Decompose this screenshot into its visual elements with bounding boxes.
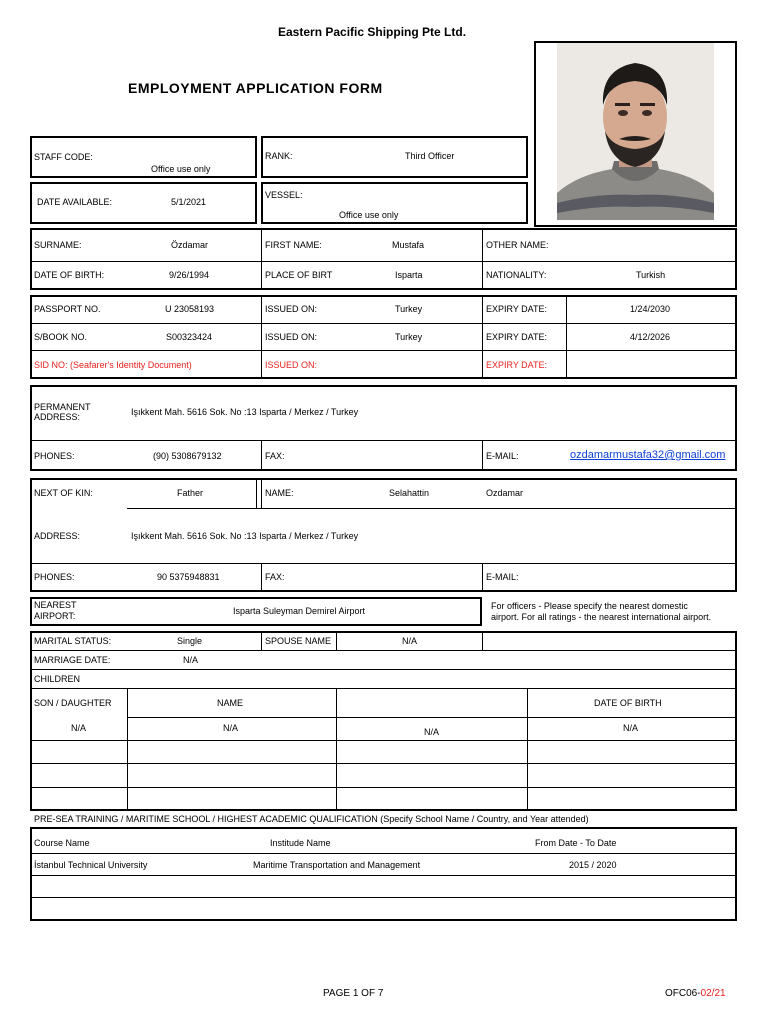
email-label: E-MAIL: (486, 451, 519, 461)
kin-last-name[interactable]: Ozdamar (486, 488, 524, 498)
divider (127, 717, 736, 718)
divider (127, 689, 128, 810)
dob-value[interactable]: 9/26/1994 (169, 270, 210, 280)
divider (482, 296, 483, 378)
divider (31, 853, 736, 854)
passport-issued-label: ISSUED ON: (265, 304, 318, 314)
divider (482, 632, 483, 650)
passport-issued-value[interactable]: Turkey (395, 304, 423, 314)
marriage-date-value[interactable]: N/A (183, 655, 199, 665)
next-of-kin-value[interactable]: Father (177, 488, 204, 498)
col-date-of-birth: DATE OF BIRTH (594, 698, 662, 708)
divider (261, 564, 262, 591)
divider (256, 479, 257, 508)
sbook-expiry-label: EXPIRY DATE: (486, 332, 548, 342)
rank-label: RANK: (265, 151, 293, 161)
divider (31, 897, 736, 898)
divider (527, 689, 528, 810)
fax-label: FAX: (265, 451, 285, 461)
page-number: PAGE 1 OF 7 (323, 988, 384, 999)
sid-issued-label: ISSUED ON: (265, 360, 318, 370)
course-name[interactable]: İstanbul Technical University (34, 860, 148, 870)
vessel-value[interactable]: Office use only (339, 210, 399, 220)
divider (261, 632, 262, 650)
col-name: NAME (217, 698, 244, 708)
sbook-label: S/BOOK NO. (34, 332, 88, 342)
divider (31, 875, 736, 876)
date-available-label: DATE AVAILABLE: (37, 197, 113, 207)
col-son-daughter: SON / DAUGHTER (34, 698, 112, 708)
children-label: CHILDREN (34, 674, 81, 684)
phones-label: PHONES: (34, 451, 75, 461)
nationality-label: NATIONALITY: (486, 270, 547, 280)
kin-email-label: E-MAIL: (486, 572, 519, 582)
staff-code-label: STAFF CODE: (34, 152, 93, 162)
child-other[interactable]: N/A (424, 727, 440, 737)
spouse-name-value[interactable]: N/A (402, 636, 418, 646)
airport-label: AIRPORT: (34, 611, 76, 621)
pob-label: PLACE OF BIRT (265, 270, 333, 280)
airport-note: For officers - Please specify the nearest domestic (491, 601, 688, 611)
sid-expiry-label: EXPIRY DATE: (486, 360, 548, 370)
kin-name-label: NAME: (265, 488, 294, 498)
divider (31, 323, 736, 324)
divider (31, 787, 736, 788)
kin-address-label: ADDRESS: (34, 531, 81, 541)
divider (31, 440, 736, 441)
child-name[interactable]: N/A (223, 723, 239, 733)
divider (261, 441, 262, 470)
education-section (30, 827, 737, 921)
col-course-name: Course Name (34, 838, 90, 848)
other-name-label: OTHER NAME: (486, 240, 549, 250)
sbook-value[interactable]: S00323424 (166, 332, 213, 342)
sid-label: SID NO: (Seafarer's Identity Document) (34, 360, 192, 370)
education-heading: PRE-SEA TRAINING / MARITIME SCHOOL / HIGHEST ACADEMIC QUALIFICATION (Specify School Name / Country, and Year attended) (34, 814, 589, 824)
form-revision: 02/21 (700, 988, 726, 999)
kin-phones-label: PHONES: (34, 572, 75, 582)
kin-first-name[interactable]: Selahattin (389, 488, 430, 498)
permanent-address-label: PERMANENT (34, 402, 91, 412)
divider (336, 689, 337, 810)
passport-label: PASSPORT NO. (34, 304, 101, 314)
institude-name[interactable]: Maritime Transportation and Management (253, 860, 421, 870)
kin-address-value[interactable]: Işıkkent Mah. 5616 Sok. No :13 Isparta / Merkez / Turkey (131, 531, 359, 541)
passport-expiry-label: EXPIRY DATE: (486, 304, 548, 314)
col-institude-name: Institude Name (270, 838, 331, 848)
nationality-value[interactable]: Turkish (636, 270, 666, 280)
marital-status-label: MARITAL STATUS: (34, 636, 112, 646)
divider (127, 508, 736, 509)
permanent-address-value[interactable]: Işıkkent Mah. 5616 Sok. No :13 Isparta / Merkez / Turkey (131, 407, 359, 417)
child-date-of-birth[interactable]: N/A (623, 723, 639, 733)
divider (31, 669, 736, 670)
permanent-address-label: ADDRESS: (34, 412, 81, 422)
rank-box (261, 136, 528, 178)
family-section (30, 631, 737, 811)
vessel-label: VESSEL: (265, 190, 303, 200)
staff-code-value[interactable]: Office use only (151, 164, 211, 174)
rank-value[interactable]: Third Officer (405, 151, 455, 161)
divider (336, 632, 337, 650)
divider (482, 441, 483, 470)
child-son-daughter[interactable]: N/A (71, 723, 87, 733)
divider (31, 740, 736, 741)
attendance-dates[interactable]: 2015 / 2020 (569, 860, 617, 870)
applicant-photo (557, 43, 714, 220)
first-name-value[interactable]: Mustafa (392, 240, 425, 250)
marriage-date-label: MARRIAGE DATE: (34, 655, 111, 665)
next-of-kin-label: NEXT OF KIN: (34, 488, 93, 498)
dob-label: DATE OF BIRTH: (34, 270, 105, 280)
divider (261, 479, 262, 508)
phones-value[interactable]: (90) 5308679132 (153, 451, 222, 461)
divider (261, 229, 262, 289)
divider (566, 296, 567, 378)
divider (482, 564, 483, 591)
col-dates: From Date - To Date (535, 838, 617, 848)
airport-note: airport. For all ratings - the nearest international airport. (491, 612, 712, 622)
divider (31, 261, 736, 262)
divider (261, 296, 262, 378)
first-name-label: FIRST NAME: (265, 240, 322, 250)
form-code-prefix: OFC06- (665, 988, 701, 999)
form-code (665, 988, 726, 999)
divider (31, 688, 736, 689)
date-available-value[interactable]: 5/1/2021 (171, 197, 207, 207)
marital-status-value[interactable]: Single (177, 636, 203, 646)
company-name: Eastern Pacific Shipping Pte Ltd. (278, 25, 467, 39)
airport-value[interactable]: Isparta Suleyman Demirel Airport (233, 606, 366, 616)
form-title: EMPLOYMENT APPLICATION FORM (128, 80, 383, 96)
divider (31, 350, 736, 351)
personal-section (30, 228, 737, 290)
sbook-expiry-value[interactable]: 4/12/2026 (630, 332, 671, 342)
email-value[interactable]: ozdamarmustafa32@gmail.com (570, 449, 726, 461)
passport-value[interactable]: U 23058193 (165, 304, 215, 314)
kin-fax-label: FAX: (265, 572, 285, 582)
passport-expiry-value[interactable]: 1/24/2030 (630, 304, 671, 314)
pob-value[interactable]: Isparta (395, 270, 423, 280)
surname-value[interactable]: Özdamar (171, 240, 209, 250)
spouse-name-label: SPOUSE NAME (265, 636, 332, 646)
divider (31, 563, 736, 564)
kin-phones-value[interactable]: 90 5375948831 (157, 572, 220, 582)
divider (31, 763, 736, 764)
surname-label: SURNAME: (34, 240, 82, 250)
sbook-issued-value[interactable]: Turkey (395, 332, 423, 342)
divider (31, 650, 736, 651)
sbook-issued-label: ISSUED ON: (265, 332, 318, 342)
airport-label: NEAREST (34, 600, 77, 610)
divider (482, 229, 483, 289)
